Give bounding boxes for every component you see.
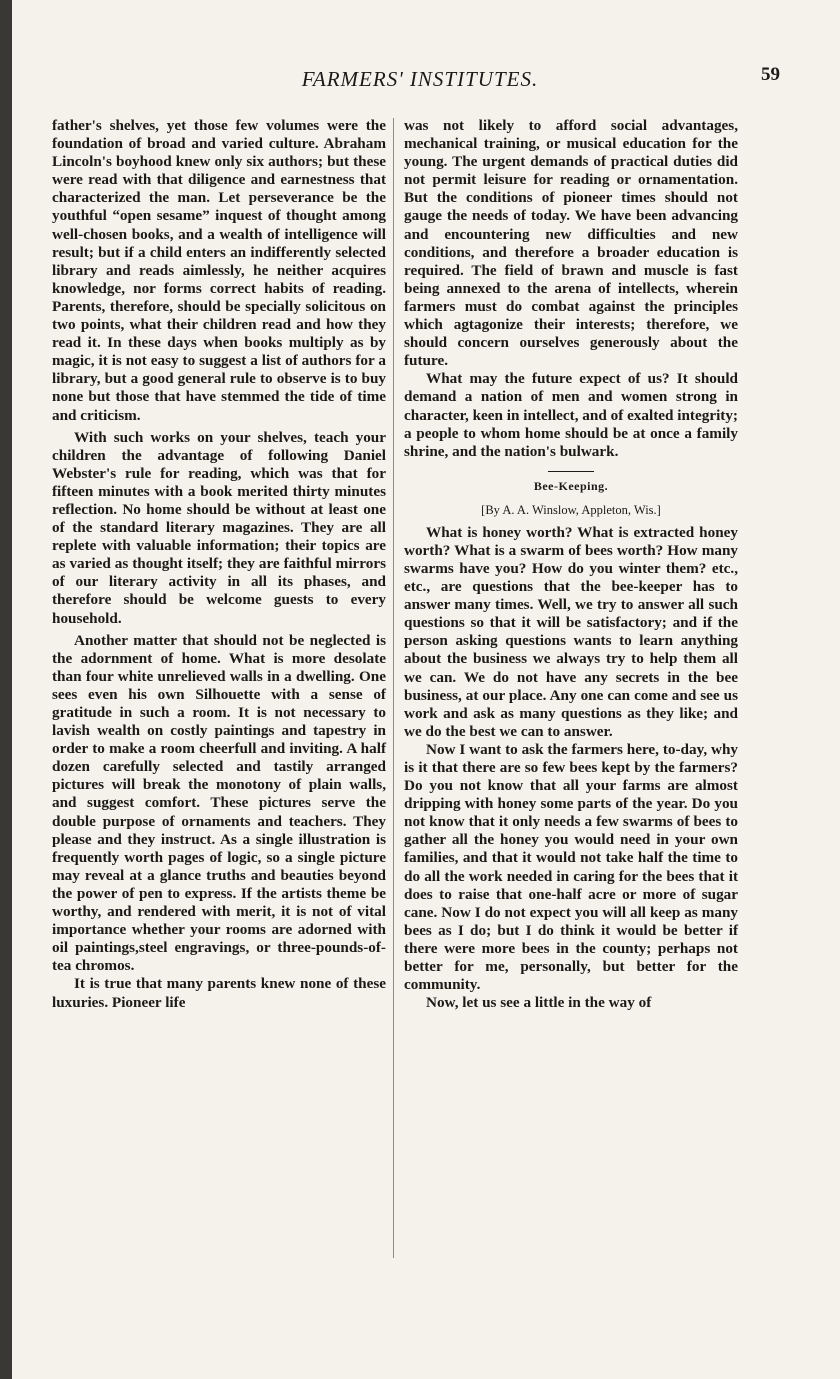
- paragraph: Now, let us see a little in the way of: [426, 994, 652, 1012]
- running-title: FARMERS' INSTITUTES.: [301, 67, 539, 91]
- paragraph: was not likely to afford social advantages, mechanical training, or musical education for the young. The urgent demands of practical duties did not permit leisure for reading or ornamentation. But the conditions of pioneer times should not gauge the needs of today. We have been advancing and encountering new difficulties and new conditions, and therefore a broader education is required. The field of brawn and muscle is fast being annexed to the arena of intellects, wherein farmers must do combat against the principles which agtagonize their interests; therefore, we should concern ourselves generously about the future.: [404, 117, 738, 370]
- byline: [By A. A. Winslow, Appleton, Wis.]: [481, 502, 661, 517]
- paragraph: Now I want to ask the farmers here, to-day, why is it that there are so few bees kept by the farmers? Do you not know that all your farms are almost dripping with honey some parts of the year. Do you not know that it only needs a few swarms of bees to gather all the honey you would need in your own families, and that it would not take half the time to do all the work needed in caring for the bees that it does to raise that one-half acre or more of sugar cane. Now I do not expect you will all keep as many bees as I do; but I do think it would be better if there were more bees in the county; perhaps not better for me, personally, but better for the community.: [404, 740, 738, 994]
- paragraph: It is true that many parents knew none of these luxuries. Pioneer life: [52, 975, 386, 1011]
- column-divider: [393, 118, 394, 1258]
- scan-edge: [0, 0, 12, 1379]
- right-column: [404, 117, 738, 1012]
- paragraph: What may the future expect of us? It should demand a nation of men and women strong in character, keen in intellect, and of exalted integrity; a people to whom home should be at once a family shrine, and the nation's bulwark.: [404, 370, 738, 460]
- left-column: [52, 117, 386, 1012]
- page-number: 59: [761, 64, 780, 85]
- section-heading: Bee-Keeping.: [533, 478, 609, 493]
- paragraph: What is honey worth? What is extracted honey worth? What is a swarm of bees worth? How many swarms have you? How do you winter them? etc., etc., are questions that the bee-keeper has to answer many times. Well, we try to answer all such questions so that it will be satisfactory; and if the person asking questions wants to learn anything about the business we always try to help them all we can. We do not have any secrets in the bee business, at our place. Any one can come and see us work and ask as many questions as they like; and we do the best we can to answer.: [404, 523, 738, 740]
- section-rule: [548, 471, 594, 472]
- paragraph: father's shelves, yet those few volumes were the foundation of broad and varied culture. Abraham Lincoln's boyhood knew only six authors; but these were read with that diligence and earnestness that characterized the man. Let perseverance be the youthful “open sesame” inquest of thought among well-chosen books, and a wealth of intelligence will result; but if a child enters an indifferently selected library and reads aimlessly, he neither acquires knowledge, nor forms correct habits of reading. Parents, therefore, should be specially solicitous on two points, what their children read and how they read it. In these days when books multiply as by magic, it is not easy to suggest a list of authors for a library, but a good general rule to observe is to buy none but those that have stemmed the tide of time and criticism.: [52, 117, 386, 424]
- paragraph: Another matter that should not be neglected is the adornment of home. What is more desolate than four white unrelieved walls in a dwelling. One sees even his own Silhouette with a sense of gratitude in such a room. It is not necessary to lavish wealth on costly paintings and tapestry in order to make a room cheerfull and inviting. A half dozen carefully selected and tastily arranged pictures will break the monotony of plain walls, and suggest comfort. These pictures serve the double purpose of ornaments and teachers. They please and they instruct. As a single illustration is frequently worth pages of logic, so a single picture may reveal at a glance truths and beauties beyond the power of pen to express. If the artists theme be worthy, and rendered with merit, it is not of vital importance whether your rooms are adorned with oil paintings,steel engravings, or three-pounds-of-tea chromos.: [52, 631, 386, 975]
- paragraph: With such works on your shelves, teach your children the advantage of following Daniel Webster's rule for reading, which was that for fifteen minutes with a book merited thirty minutes reflection. No home should be without at least one of the standard literary magazines. They are all replete with valuable information; their topics are as varied as thought itself; they are faithful mirrors of our literary activity in all its phases, and therefore should be welcome guests to every household.: [52, 428, 386, 627]
